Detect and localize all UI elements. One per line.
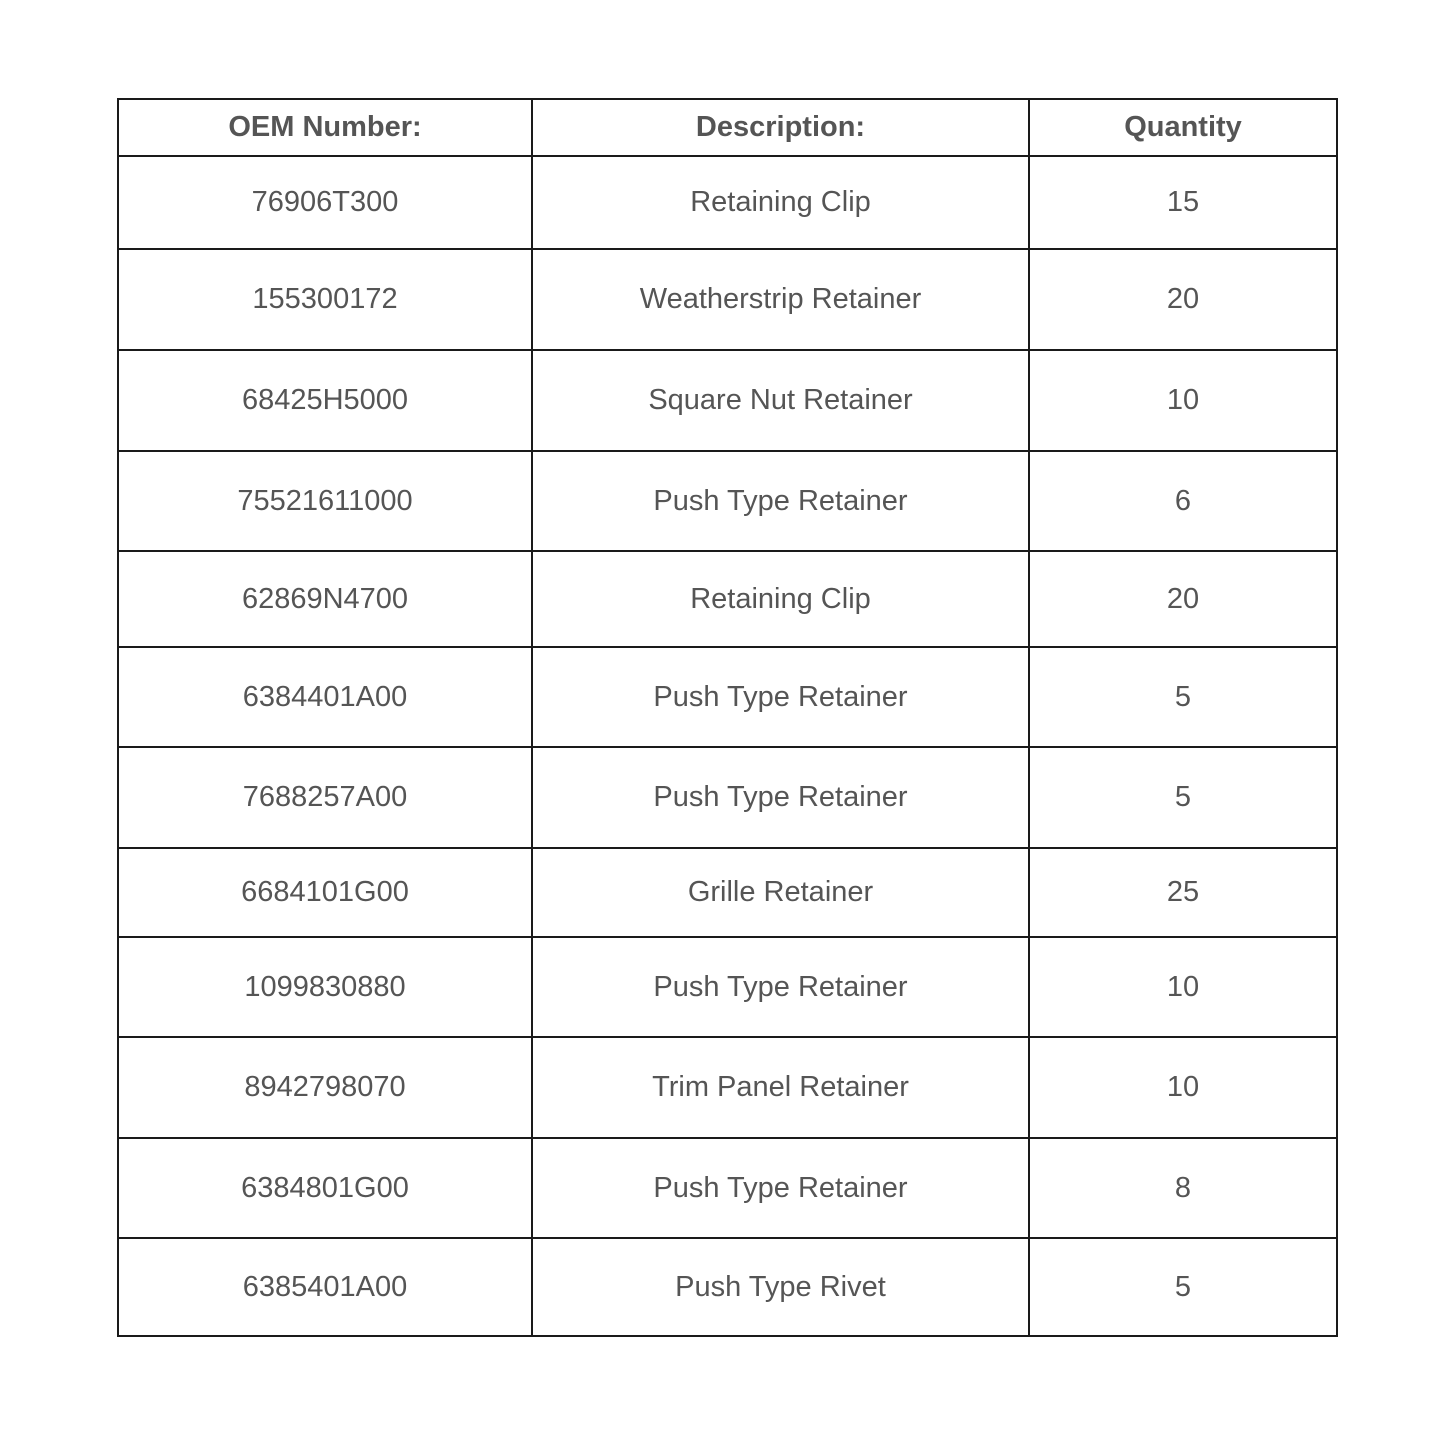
oem-number-cell: 76906T300 [118, 156, 532, 249]
table-row [118, 747, 1337, 848]
description-cell: Push Type Retainer [532, 451, 1029, 551]
header-row [118, 99, 1337, 156]
oem-number-cell: 75521611000 [118, 451, 532, 551]
table-row [118, 156, 1337, 249]
table-row [118, 551, 1337, 647]
oem-number-cell: 1099830880 [118, 937, 532, 1037]
table-row [118, 1238, 1337, 1336]
description-cell: Push Type Retainer [532, 647, 1029, 747]
table-row [118, 647, 1337, 747]
oem-number-cell: 62869N4700 [118, 551, 532, 647]
table-row [118, 249, 1337, 350]
oem-number-cell: 155300172 [118, 249, 532, 350]
oem-number-cell: 6384401A00 [118, 647, 532, 747]
oem-number-cell: 6385401A00 [118, 1238, 532, 1336]
oem-number-cell: 68425H5000 [118, 350, 532, 451]
description-cell: Push Type Retainer [532, 1138, 1029, 1238]
description-cell: Grille Retainer [532, 848, 1029, 937]
quantity-cell: 5 [1029, 647, 1337, 747]
oem-number-cell: 6684101G00 [118, 848, 532, 937]
quantity-cell: 5 [1029, 747, 1337, 848]
oem-number-cell: 8942798070 [118, 1037, 532, 1138]
header-description: Description: [532, 99, 1029, 156]
quantity-cell: 8 [1029, 1138, 1337, 1238]
quantity-cell: 10 [1029, 937, 1337, 1037]
oem-number-cell: 6384801G00 [118, 1138, 532, 1238]
description-cell: Trim Panel Retainer [532, 1037, 1029, 1138]
table-row [118, 350, 1337, 451]
quantity-cell: 20 [1029, 551, 1337, 647]
table-row [118, 451, 1337, 551]
description-cell: Push Type Rivet [532, 1238, 1029, 1336]
oem-number-cell: 7688257A00 [118, 747, 532, 848]
description-cell: Push Type Retainer [532, 747, 1029, 848]
description-cell: Retaining Clip [532, 156, 1029, 249]
description-cell: Weatherstrip Retainer [532, 249, 1029, 350]
description-cell: Square Nut Retainer [532, 350, 1029, 451]
description-cell: Push Type Retainer [532, 937, 1029, 1037]
description-cell: Retaining Clip [532, 551, 1029, 647]
header-oem-number: OEM Number: [118, 99, 532, 156]
table-body [118, 156, 1337, 1336]
quantity-cell: 10 [1029, 350, 1337, 451]
table-row [118, 937, 1337, 1037]
quantity-cell: 5 [1029, 1238, 1337, 1336]
quantity-cell: 6 [1029, 451, 1337, 551]
header-quantity: Quantity [1029, 99, 1337, 156]
table-row [118, 848, 1337, 937]
quantity-cell: 25 [1029, 848, 1337, 937]
quantity-cell: 10 [1029, 1037, 1337, 1138]
table-row [118, 1037, 1337, 1138]
quantity-cell: 15 [1029, 156, 1337, 249]
parts-table [117, 98, 1338, 1337]
quantity-cell: 20 [1029, 249, 1337, 350]
table-header [118, 99, 1337, 156]
table-row [118, 1138, 1337, 1238]
